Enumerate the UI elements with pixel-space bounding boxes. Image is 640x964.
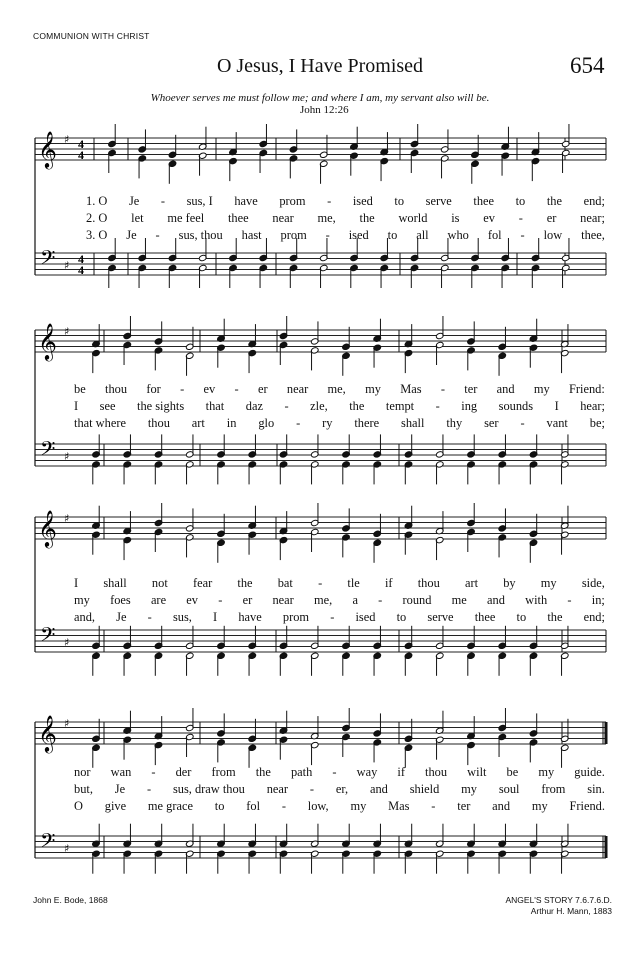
lyric-syllable: ised — [348, 228, 369, 242]
lyric-syllable: wilt — [467, 765, 487, 779]
lyric-line — [74, 399, 605, 414]
lyric-syllable: serve — [425, 194, 452, 208]
lyric-syllable: I — [554, 399, 559, 413]
lyric-syllable: sin. — [587, 782, 605, 796]
treble-clef-icon: 𝄞 — [38, 509, 57, 547]
lyric-syllable: vant — [546, 416, 568, 430]
lyric-syllable: - — [327, 194, 332, 208]
lyric-syllable: - — [435, 399, 440, 413]
lyric-syllable: ev — [186, 593, 198, 607]
sharp-icon: ♯ — [64, 842, 70, 855]
lyric-syllable: shall — [103, 576, 127, 590]
lyric-syllable: 3. O — [86, 228, 108, 242]
lyric-line — [86, 228, 605, 243]
lyric-syllable: - — [332, 765, 337, 779]
lyric-syllable: give — [104, 799, 127, 813]
lyric-syllable: for — [146, 382, 161, 396]
lyric-syllable: near; — [580, 211, 605, 225]
lyric-syllable: be — [74, 382, 86, 396]
treble-clef-icon: 𝄞 — [38, 130, 57, 168]
lyric-syllable: my — [350, 799, 367, 813]
lyric-syllable: hast — [241, 228, 262, 242]
time-signature: 4 — [78, 137, 84, 151]
lyric-syllable: der — [175, 765, 192, 779]
lyric-syllable: thou — [425, 765, 448, 779]
lyric-syllable: by — [503, 576, 516, 590]
lyric-syllable: to — [394, 194, 405, 208]
lyric-syllable: be; — [589, 416, 605, 430]
lyric-syllable: and, — [74, 610, 95, 624]
lyric-syllable: and — [496, 382, 515, 396]
lyric-syllable: near — [272, 211, 294, 225]
lyric-syllable: - — [378, 593, 383, 607]
lyric-syllable: - — [296, 416, 301, 430]
lyric-syllable: with — [525, 593, 548, 607]
lyric-line — [74, 799, 605, 814]
lyric-syllable: me, — [313, 593, 333, 607]
lyric-syllable: sus, draw thou — [172, 782, 245, 796]
hymn-number: 654 — [570, 53, 605, 78]
lyric-syllable: my — [531, 799, 548, 813]
epigraph: Whoever serves me must follow me; and where I am, my servant also will be. — [150, 92, 490, 104]
lyric-syllable: round — [402, 593, 432, 607]
lyric-syllable: - — [309, 782, 315, 796]
lyric-syllable: 1. O — [86, 194, 108, 208]
lyric-syllable: er — [242, 593, 253, 607]
lyric-syllable: fear — [192, 576, 213, 590]
lyric-syllable: Je — [114, 782, 126, 796]
lyric-syllable: world — [398, 211, 428, 225]
lyric-syllable: low, — [307, 799, 329, 813]
lyric-syllable: Je — [116, 610, 127, 624]
lyric-syllable: low — [543, 228, 563, 242]
bass-clef-icon: 𝄢 — [40, 437, 56, 465]
lyric-syllable: and — [487, 593, 505, 607]
lyric-syllable: prom — [279, 194, 306, 208]
lyric-line — [74, 610, 605, 625]
lyric-syllable: - — [147, 610, 152, 624]
lyric-syllable: - — [146, 782, 152, 796]
composer-credit: Arthur H. Mann, 1883 — [530, 906, 612, 916]
lyric-syllable: my — [533, 382, 550, 396]
lyric-syllable: O — [74, 799, 83, 813]
lyric-syllable: - — [318, 576, 323, 590]
lyric-syllable: Friend: — [568, 382, 605, 396]
lyric-syllable: sus, thou — [178, 228, 223, 242]
lyric-syllable: if — [384, 576, 393, 590]
tune-credit: ANGEL'S STORY 7.6.7.6.D. — [505, 895, 612, 905]
lyric-syllable: from — [541, 782, 566, 796]
lyric-syllable: ter — [464, 382, 478, 396]
lyric-syllable: end; — [583, 610, 605, 624]
lyric-syllable: who — [447, 228, 469, 242]
lyric-syllable: thy — [446, 416, 463, 430]
lyric-syllable: thou — [417, 576, 440, 590]
lyric-syllable: - — [325, 228, 330, 242]
lyric-syllable: shield — [409, 782, 440, 796]
lyric-syllable: my — [365, 382, 381, 396]
lyric-syllable: ev — [203, 382, 216, 396]
lyric-syllable: ised — [355, 610, 376, 624]
lyric-syllable: - — [155, 228, 160, 242]
epigraph-reference: John 12:26 — [300, 104, 349, 116]
lyric-syllable: Mas — [388, 799, 410, 813]
sharp-icon: ♯ — [64, 325, 70, 338]
sharp-icon: ♯ — [64, 450, 70, 463]
lyric-syllable: and — [369, 782, 388, 796]
lyric-syllable: the — [349, 399, 365, 413]
lyric-syllable: ing — [461, 399, 478, 413]
lyric-syllable: in; — [591, 593, 605, 607]
lyric-syllable: - — [151, 765, 156, 779]
lyric-syllable: serve — [427, 610, 454, 624]
lyric-syllable: to — [516, 610, 527, 624]
lyric-syllable: my — [540, 576, 557, 590]
time-signature: 4 — [78, 148, 84, 162]
lyric-syllable: er — [546, 211, 557, 225]
lyric-line — [74, 593, 605, 608]
lyric-syllable: side, — [581, 576, 605, 590]
lyric-syllable: my — [538, 765, 555, 779]
lyric-syllable: I — [74, 576, 79, 590]
lyric-syllable: tle — [347, 576, 360, 590]
lyric-syllable: - — [160, 194, 165, 208]
section-heading: COMMUNION WITH CHRIST — [33, 31, 150, 41]
time-signature: 4 — [78, 252, 84, 266]
lyric-syllable: not — [151, 576, 168, 590]
bass-clef-icon: 𝄢 — [40, 623, 56, 651]
lyric-syllable: - — [567, 593, 572, 607]
lyric-syllable: to — [396, 610, 407, 624]
sharp-icon: ♯ — [64, 717, 70, 730]
lyric-syllable: 2. O — [86, 211, 108, 225]
lyric-syllable: prom — [280, 228, 307, 242]
lyric-syllable: glo — [258, 416, 275, 430]
lyric-syllable: in — [226, 416, 237, 430]
lyric-syllable: nor — [74, 765, 91, 779]
lyric-syllable: - — [330, 610, 335, 624]
lyric-syllable: to — [214, 799, 225, 813]
lyric-syllable: let — [131, 211, 144, 225]
author-credit: John E. Bode, 1868 — [33, 895, 108, 905]
lyric-syllable: sus, I — [186, 194, 213, 208]
lyric-syllable: - — [518, 211, 523, 225]
lyric-syllable: - — [440, 382, 445, 396]
lyric-syllable: way — [356, 765, 378, 779]
lyric-syllable: me grace — [147, 799, 193, 813]
lyric-syllable: ised — [352, 194, 373, 208]
lyric-syllable: - — [431, 799, 436, 813]
lyric-syllable: er, — [335, 782, 349, 796]
lyric-syllable: thee, — [581, 228, 605, 242]
lyric-line — [86, 211, 605, 226]
lyric-syllable: the — [546, 194, 562, 208]
lyric-syllable: be — [506, 765, 519, 779]
lyric-syllable: are — [150, 593, 167, 607]
lyric-syllable: to — [387, 228, 398, 242]
lyric-syllable: ry — [322, 416, 333, 430]
lyric-syllable: tempt — [385, 399, 415, 413]
lyric-syllable: thou — [147, 416, 170, 430]
lyric-syllable: - — [284, 399, 289, 413]
lyric-syllable: but, — [74, 782, 93, 796]
lyric-syllable: see — [99, 399, 116, 413]
lyric-syllable: art — [191, 416, 205, 430]
lyric-syllable: - — [218, 593, 223, 607]
lyric-syllable: zle, — [310, 399, 328, 413]
sharp-icon: ♯ — [64, 133, 70, 146]
lyric-syllable: - — [520, 228, 525, 242]
sharp-icon: ♯ — [64, 259, 70, 272]
lyric-line — [74, 576, 605, 591]
time-signature: 4 — [78, 263, 84, 277]
lyric-syllable: me, — [317, 211, 336, 225]
lyric-syllable: er — [257, 382, 268, 396]
lyric-syllable: me feel — [167, 211, 205, 225]
lyric-syllable: thee — [227, 211, 249, 225]
lyric-syllable: fol — [246, 799, 261, 813]
lyric-syllable: the sights — [137, 399, 185, 413]
lyric-line — [74, 382, 605, 397]
lyric-syllable: I — [74, 399, 79, 413]
lyric-syllable: is — [451, 211, 460, 225]
lyric-syllable: - — [234, 382, 239, 396]
hymn-title: O Jesus, I Have Promised — [216, 55, 424, 77]
lyric-syllable: my — [74, 593, 90, 607]
bass-clef-icon: 𝄢 — [40, 829, 56, 857]
sharp-icon: ♯ — [64, 512, 70, 525]
lyric-syllable: ev — [483, 211, 495, 225]
lyric-syllable: Je — [128, 194, 140, 208]
lyric-syllable: ser — [484, 416, 499, 430]
lyric-syllable: that where — [74, 416, 126, 430]
lyric-syllable: near — [286, 382, 309, 396]
lyric-syllable: have — [234, 194, 258, 208]
sharp-icon: ♯ — [64, 636, 70, 649]
lyric-syllable: me — [451, 593, 467, 607]
lyric-syllable: the — [359, 211, 375, 225]
lyric-syllable: - — [281, 799, 286, 813]
lyric-syllable: to — [515, 194, 526, 208]
lyric-syllable: that — [205, 399, 225, 413]
lyric-syllable: sounds — [498, 399, 534, 413]
lyric-syllable: - — [520, 416, 525, 430]
lyric-syllable: path — [290, 765, 313, 779]
lyric-syllable: wan — [110, 765, 132, 779]
lyric-syllable: near — [266, 782, 289, 796]
lyric-syllable: Friend. — [569, 799, 605, 813]
lyric-syllable: bat — [277, 576, 293, 590]
lyric-syllable: ter — [457, 799, 471, 813]
lyric-line — [74, 416, 605, 431]
lyric-syllable: a — [352, 593, 358, 607]
lyric-syllable: - — [180, 382, 185, 396]
lyric-syllable: foes — [110, 593, 131, 607]
treble-clef-icon: 𝄞 — [38, 322, 57, 360]
lyric-syllable: hear; — [580, 399, 605, 413]
lyric-syllable: have — [238, 610, 262, 624]
lyric-syllable: from — [211, 765, 236, 779]
lyric-syllable: and — [492, 799, 511, 813]
lyric-line — [86, 194, 605, 209]
lyric-syllable: shall — [401, 416, 425, 430]
lyric-syllable: near — [272, 593, 294, 607]
lyric-syllable: sus, — [172, 610, 192, 624]
treble-clef-icon: 𝄞 — [38, 714, 57, 752]
lyric-syllable: thee — [473, 194, 495, 208]
lyric-syllable: the — [547, 610, 563, 624]
lyric-syllable: the — [237, 576, 253, 590]
lyric-syllable: thou — [105, 382, 128, 396]
lyric-syllable: guide. — [574, 765, 605, 779]
lyric-syllable: Mas — [400, 382, 422, 396]
lyric-syllable: me, — [327, 382, 346, 396]
lyric-syllable: Je — [126, 228, 137, 242]
lyric-syllable: all — [416, 228, 429, 242]
lyric-syllable: I — [213, 610, 218, 624]
lyric-syllable: soul — [498, 782, 520, 796]
lyric-line — [74, 765, 605, 780]
lyric-syllable: daz — [245, 399, 263, 413]
bass-clef-icon: 𝄢 — [40, 246, 56, 274]
lyric-line — [74, 782, 605, 797]
lyric-syllable: if — [397, 765, 405, 779]
lyric-syllable: art — [464, 576, 479, 590]
lyric-syllable: the — [255, 765, 271, 779]
lyric-syllable: end; — [583, 194, 605, 208]
lyric-syllable: thee — [474, 610, 496, 624]
lyric-syllable: fol — [487, 228, 502, 242]
lyric-syllable: prom — [282, 610, 310, 624]
lyric-syllable: my — [461, 782, 477, 796]
lyric-syllable: there — [354, 416, 380, 430]
